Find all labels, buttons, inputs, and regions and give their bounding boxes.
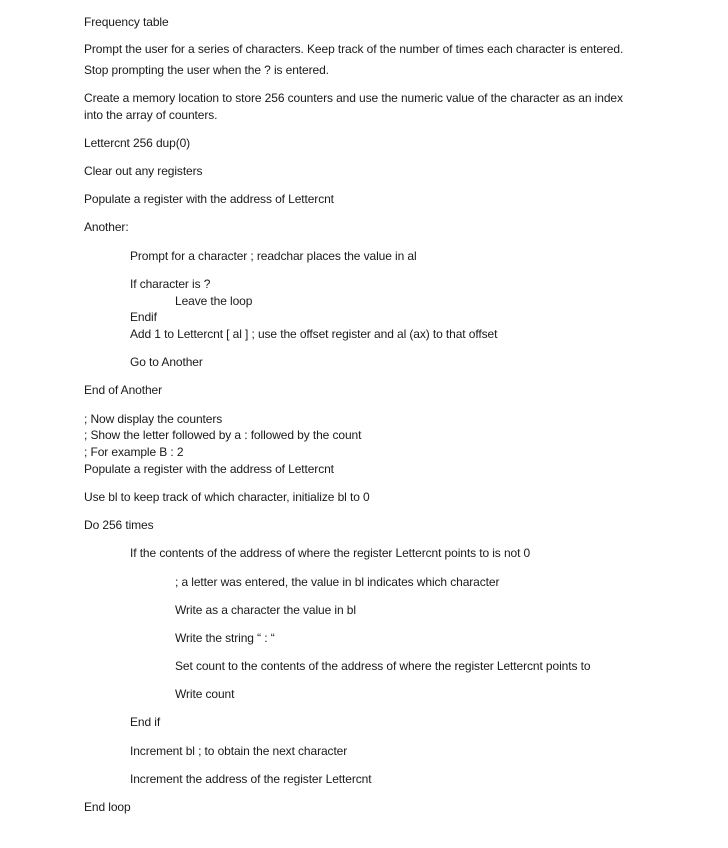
goto-another-line: Go to Another: [130, 355, 203, 369]
if-char-line: If character is ?: [130, 277, 211, 291]
end-loop-line: End loop: [84, 800, 131, 814]
another-label: Another:: [84, 220, 129, 234]
populate-register-line: Populate a register with the address of Lettercnt: [84, 192, 334, 206]
leave-loop-line: Leave the loop: [175, 294, 253, 308]
prompt-line-2: Stop prompting the user when the ? is entered.: [84, 63, 329, 77]
increment-bl-line: Increment bl ; to obtain the next character: [130, 744, 348, 758]
comment-line-1: ; Now display the counters: [84, 412, 223, 426]
increment-address-line: Increment the address of the register Lettercnt: [130, 772, 372, 786]
declaration-line: Lettercnt 256 dup(0): [84, 136, 191, 150]
write-count-line: Write count: [175, 687, 235, 701]
prompt-line-1: Prompt the user for a series of characters. Keep track of the number of times each character is entered.: [84, 42, 624, 56]
comment-line-3: ; For example B : 2: [84, 445, 184, 459]
document-title: Frequency table: [84, 15, 169, 29]
use-bl-line: Use bl to keep track of which character, initialize bl to 0: [84, 490, 370, 504]
prompt-char-line: Prompt for a character ; readchar places the value in al: [130, 249, 417, 263]
memory-line-2: into the array of counters.: [84, 108, 218, 122]
if-contents-line: If the contents of the address of where the register Lettercnt points to is not 0: [130, 546, 531, 560]
letter-entered-comment: ; a letter was entered, the value in bl indicates which character: [175, 575, 500, 589]
set-count-line: Set count to the contents of the address of where the register Lettercnt points to: [175, 659, 591, 673]
end-if-line: End if: [130, 715, 161, 729]
populate-register-line-2: Populate a register with the address of Lettercnt: [84, 462, 334, 476]
memory-line-1: Create a memory location to store 256 counters and use the numeric value of the character as an index: [84, 91, 623, 105]
write-string-line: Write the string “ : “: [175, 631, 275, 645]
comment-line-2: ; Show the letter followed by a : followed by the count: [84, 428, 362, 442]
write-char-line: Write as a character the value in bl: [175, 603, 356, 617]
do-loop-label: Do 256 times: [84, 518, 154, 532]
clear-registers-line: Clear out any registers: [84, 164, 203, 178]
end-another-line: End of Another: [84, 383, 162, 397]
add-counter-line: Add 1 to Lettercnt [ al ] ; use the offset register and al (ax) to that offset: [130, 327, 498, 341]
endif-line: Endif: [130, 310, 157, 324]
